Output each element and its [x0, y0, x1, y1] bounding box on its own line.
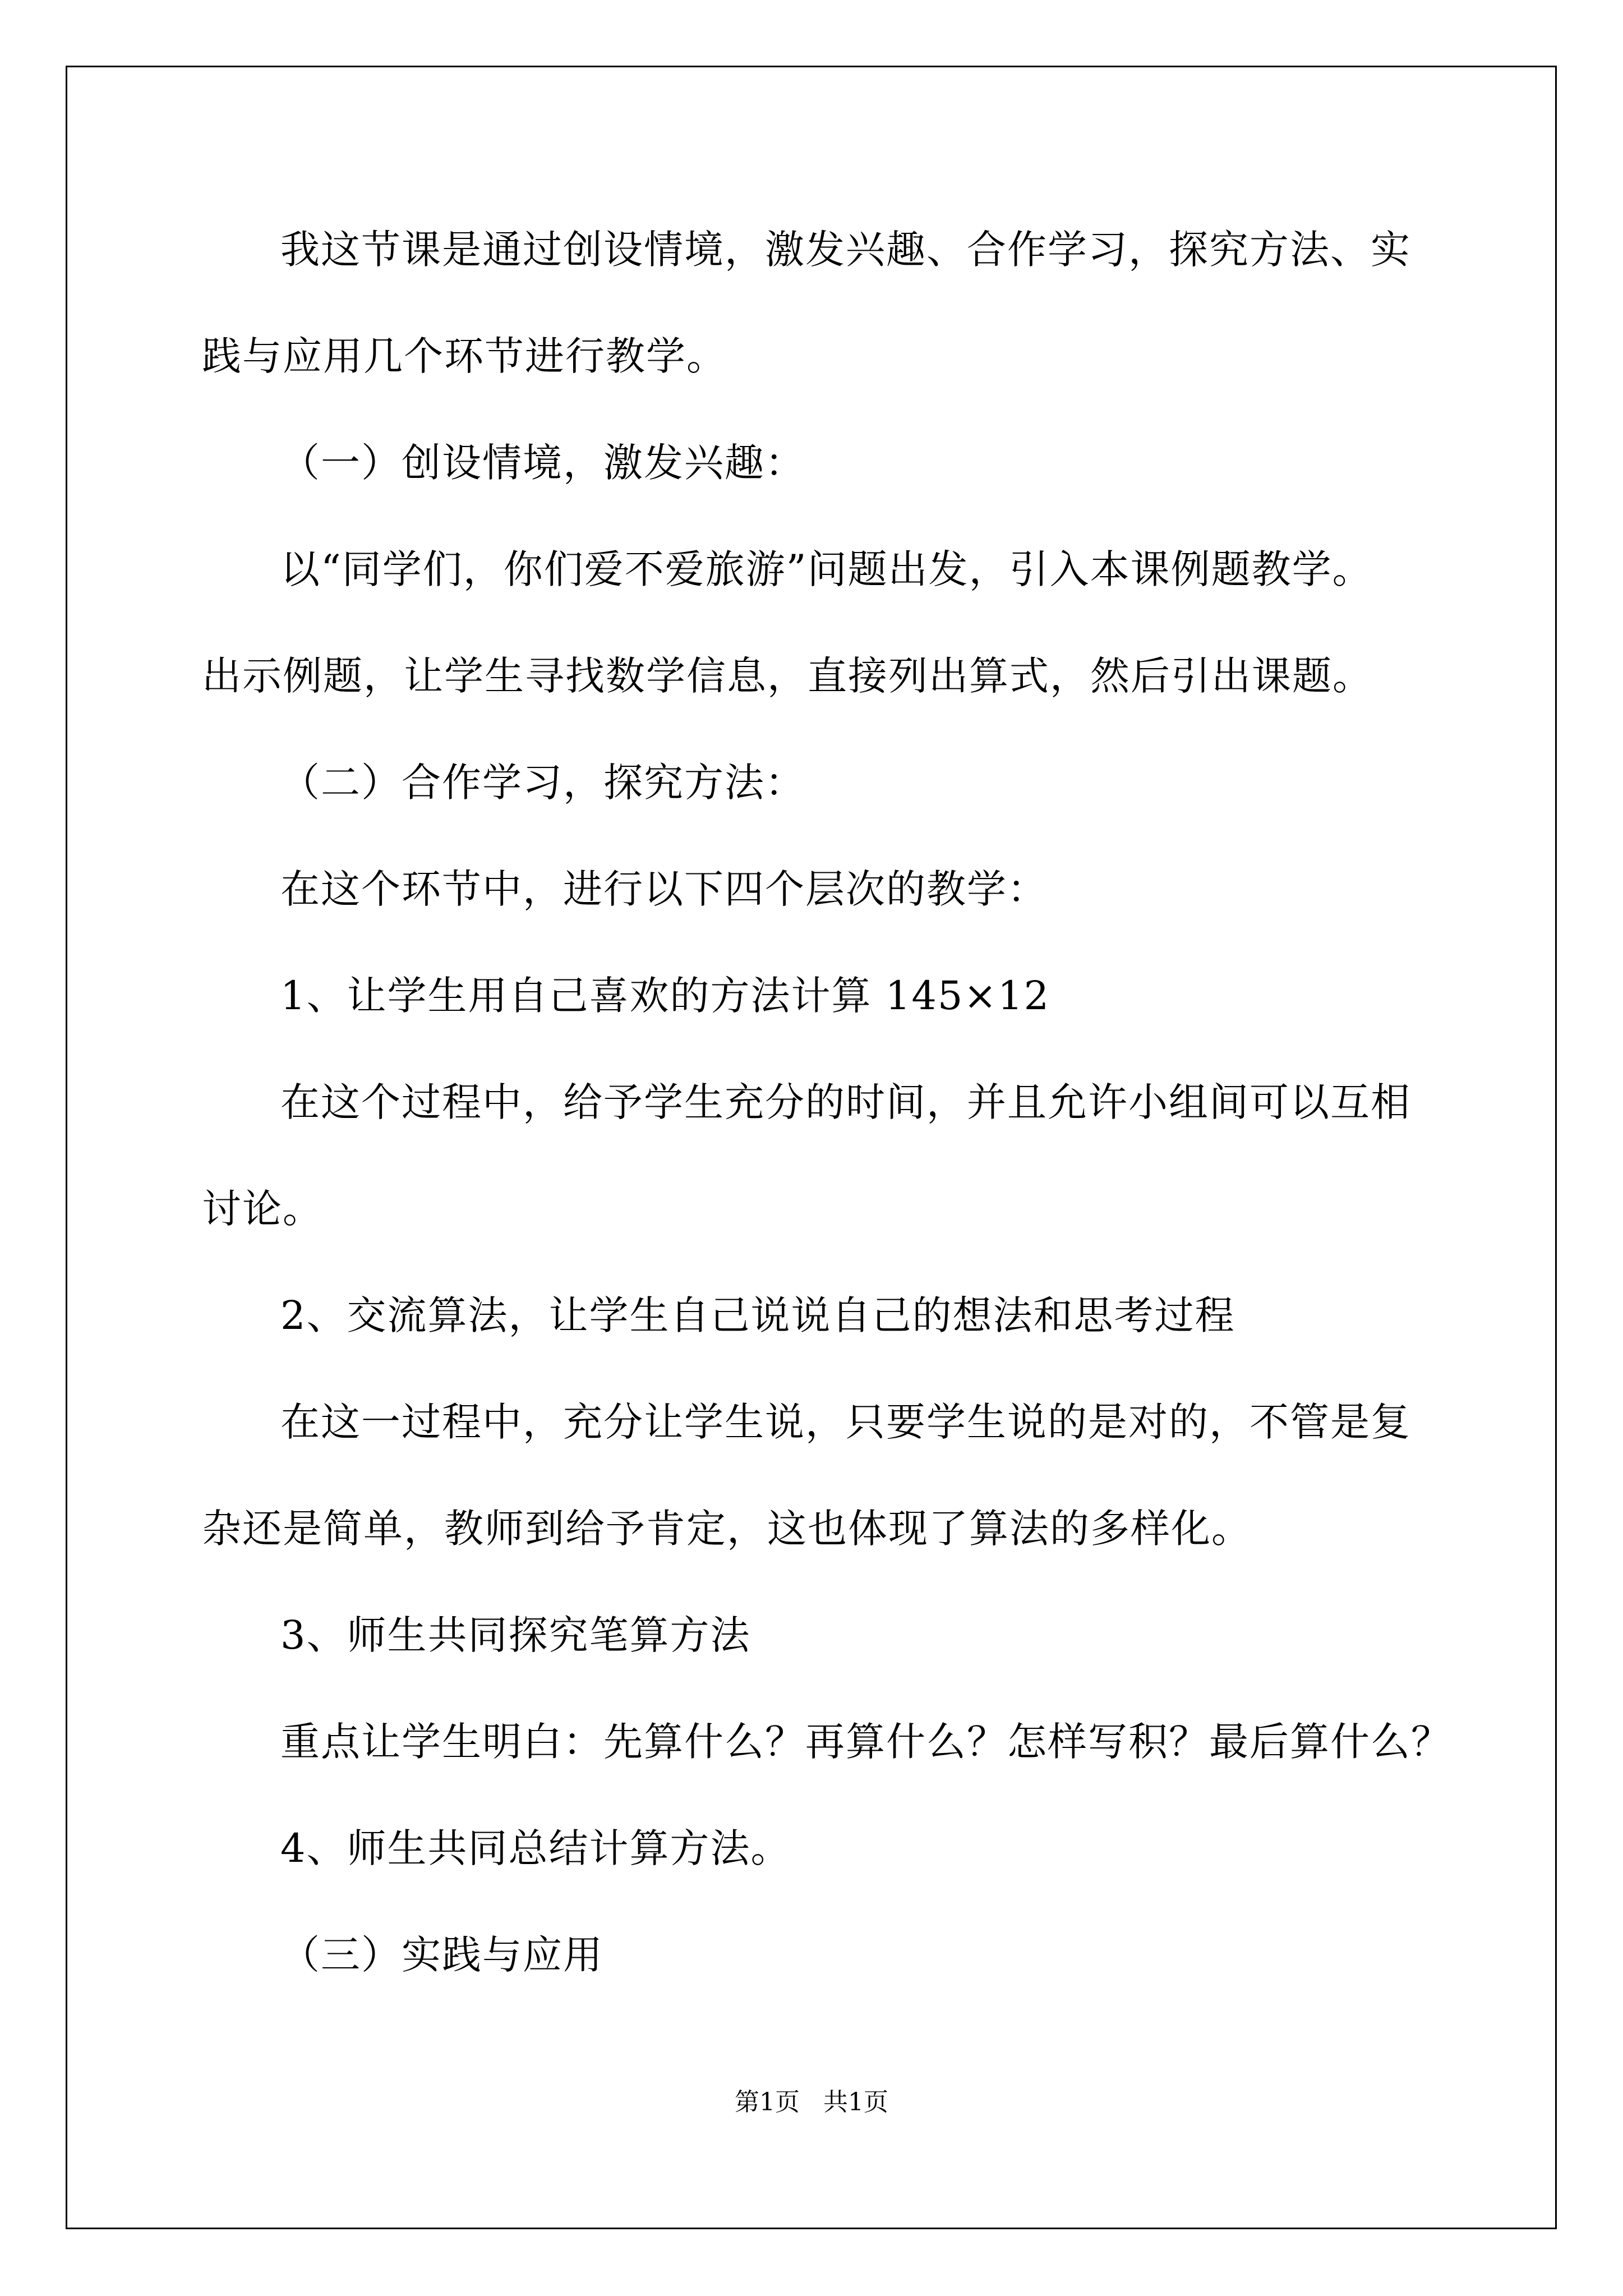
section-heading: （一）创设情境，激发兴趣： [280, 440, 805, 486]
paragraph-line: 践与应用几个环节进行教学。 [202, 333, 727, 379]
paragraph-line: 重点让学生明白：先算什么？再算什么？怎样写积？最后算什么？ [280, 1719, 1451, 1765]
paragraph-line: 在这个环节中，进行以下四个层次的教学： [280, 866, 1048, 912]
paragraph-line: 出示例题，让学生寻找数学信息，直接列出算式，然后引出课题。 [202, 653, 1373, 699]
paragraph-line: 在这个过程中，给予学生充分的时间，并且允许小组间可以互相 [280, 1079, 1411, 1125]
list-item: 3、师生共同探究笔算方法 [280, 1612, 751, 1658]
page-footer: 第1页 共1页 [735, 2088, 888, 2116]
section-heading: （二）合作学习，探究方法： [280, 760, 805, 806]
paragraph-line: 杂还是简单，教师到给予肯定，这也体现了算法的多样化。 [202, 1506, 1252, 1552]
section-heading: （三）实践与应用 [280, 1932, 603, 1978]
list-item: 1、让学生用自己喜欢的方法计算 145×12 [280, 973, 1050, 1019]
paragraph-line: 以“同学们，你们爱不爱旅游”问题出发，引入本课例题教学。 [280, 546, 1373, 592]
page-border [66, 66, 1557, 2229]
list-item: 4、师生共同总结计算方法。 [280, 1825, 791, 1871]
paragraph-line: 讨论。 [202, 1186, 323, 1232]
paragraph-line: 在这一过程中，充分让学生说，只要学生说的是对的，不管是复 [280, 1399, 1411, 1445]
paragraph-line: 我这节课是通过创设情境，激发兴趣、合作学习，探究方法、实 [280, 227, 1411, 273]
list-item: 2、交流算法，让学生自己说说自己的想法和思考过程 [280, 1292, 1235, 1338]
